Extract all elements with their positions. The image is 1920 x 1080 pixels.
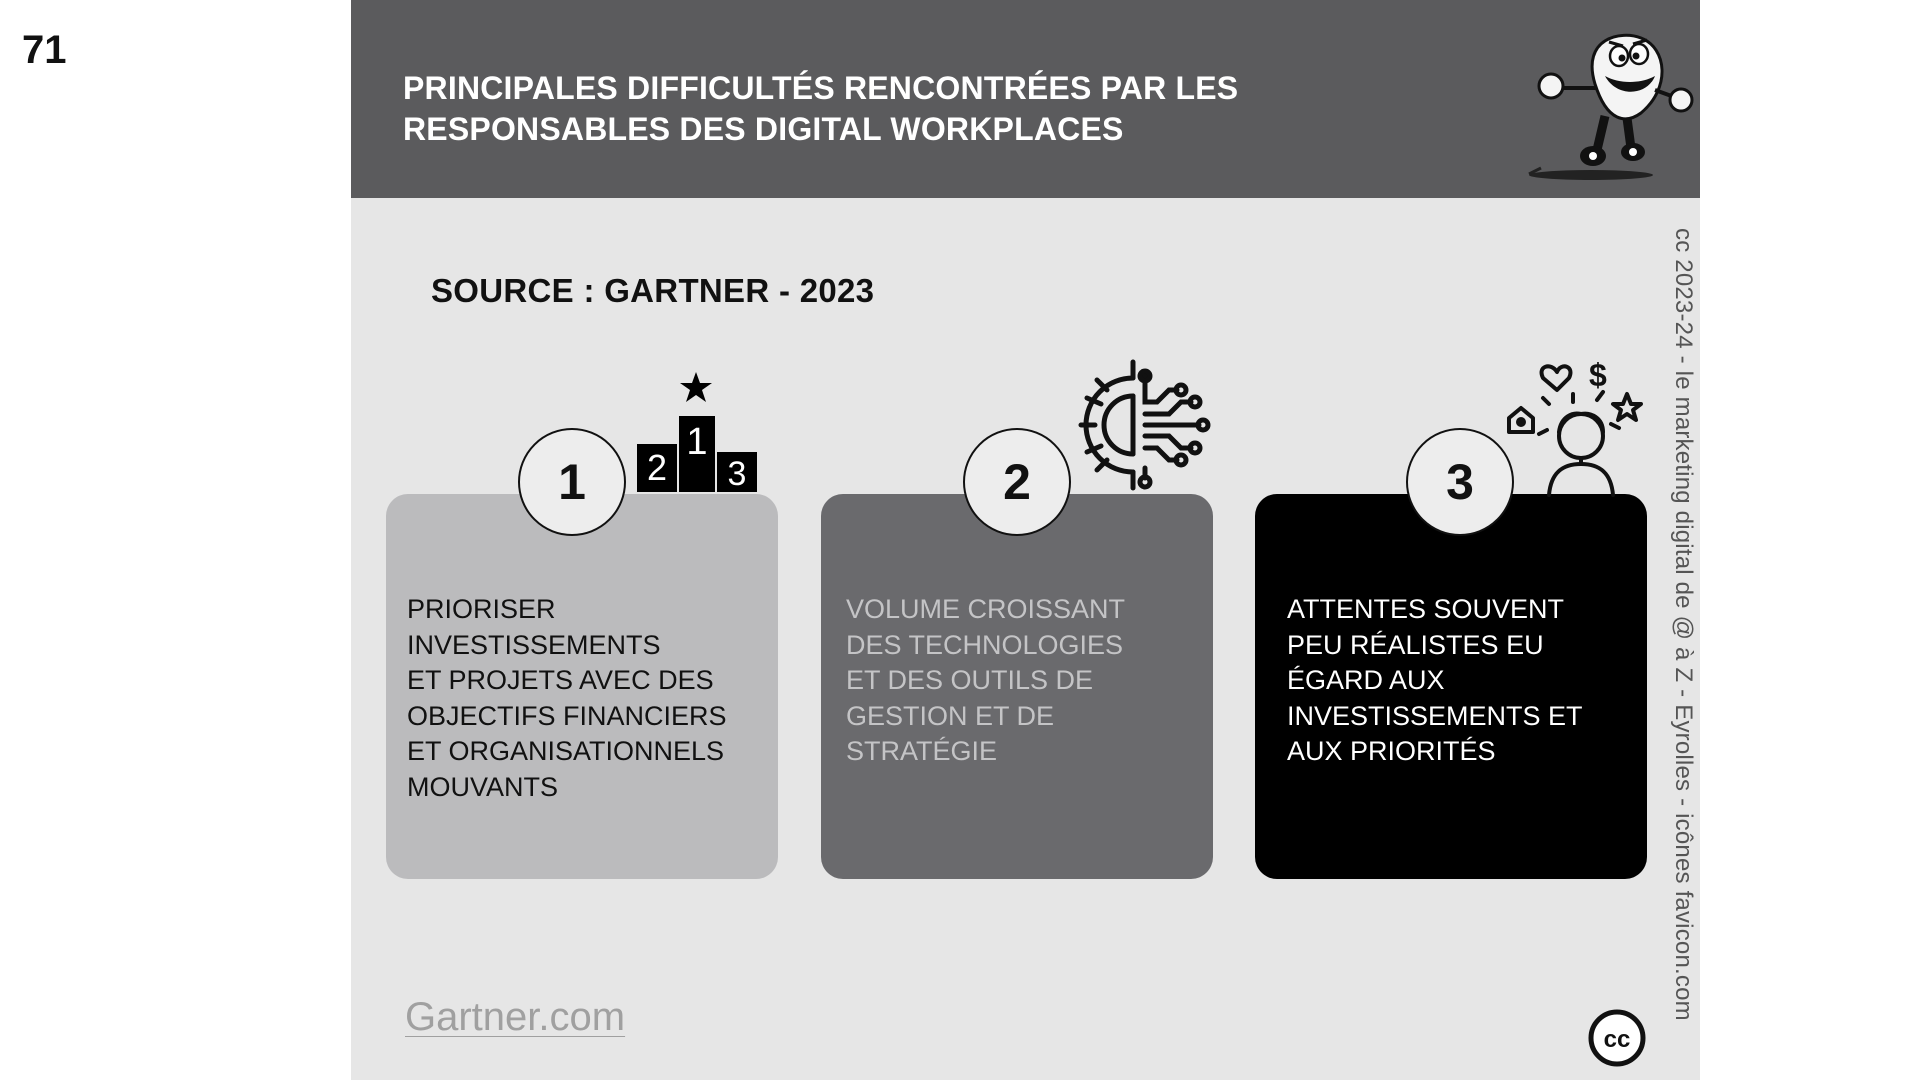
- dollar-icon: $: [1589, 357, 1607, 393]
- podium-icon: [631, 368, 761, 498]
- card-line: VOLUME CROISSANT: [846, 594, 1126, 624]
- mascot-icon: [1521, 18, 1696, 188]
- card-line: OBJECTIFS FINANCIERS: [407, 700, 727, 731]
- card-line: STRATÉGIE: [846, 736, 998, 766]
- card-line: ÉGARD AUX: [1287, 665, 1445, 695]
- card-text: [846, 592, 1201, 770]
- card-line: GESTION ET DE: [846, 700, 1055, 731]
- number-badge-1: 1: [518, 428, 626, 536]
- difficulty-card-1: [386, 494, 778, 879]
- podium-label-2: 2: [646, 447, 668, 488]
- card-line: PEU RÉALISTES EU: [1287, 629, 1544, 660]
- number-badge-3: 3: [1406, 428, 1514, 536]
- slide-header: [351, 0, 1700, 198]
- card-line: ET DES OUTILS DE: [846, 665, 1094, 695]
- card-line: AUX PRIORITÉS: [1287, 736, 1496, 766]
- title-line: PRINCIPALES DIFFICULTÉS RENCONTRÉES PAR LES: [403, 70, 1239, 106]
- card-line: DES TECHNOLOGIES: [846, 629, 1124, 660]
- difficulty-card-2: [821, 494, 1213, 879]
- source-label: SOURCE : GARTNER - 2023: [431, 272, 875, 309]
- difficulty-card-3: [1255, 494, 1647, 879]
- gear-circuit-icon: [1073, 352, 1211, 497]
- person-expectations-icon: [1499, 352, 1649, 497]
- number-badge-2: 2: [963, 428, 1071, 536]
- gartner-link[interactable]: Gartner.com: [405, 995, 626, 1039]
- card-line: ET PROJETS AVEC DES: [407, 665, 714, 695]
- cc-label: cc: [1603, 1026, 1631, 1053]
- podium-label-3: 3: [727, 455, 747, 493]
- slide-title: [403, 68, 1238, 150]
- podium-label-1: 1: [686, 421, 708, 463]
- card-line: INVESTISSEMENTS: [407, 629, 661, 660]
- card-line: MOUVANTS: [407, 771, 559, 802]
- card-text: [1287, 592, 1635, 770]
- card-line: ET ORGANISATIONNELS: [407, 736, 725, 766]
- title-line: RESPONSABLES DES DIGITAL WORKPLACES: [403, 111, 1124, 147]
- card-line: INVESTISSEMENTS ET: [1287, 700, 1583, 731]
- credit-text: cc 2023-24 - le marketing digital de @ à Z - Eyrolles - icônes favicon.com: [1670, 228, 1697, 1021]
- card-line: PRIORISER: [407, 594, 556, 624]
- page-number: 71: [22, 28, 67, 72]
- card-line: ATTENTES SOUVENT: [1287, 594, 1565, 624]
- creative-commons-icon: [1587, 1008, 1647, 1068]
- card-text: [407, 592, 766, 805]
- slide: [351, 0, 1700, 1080]
